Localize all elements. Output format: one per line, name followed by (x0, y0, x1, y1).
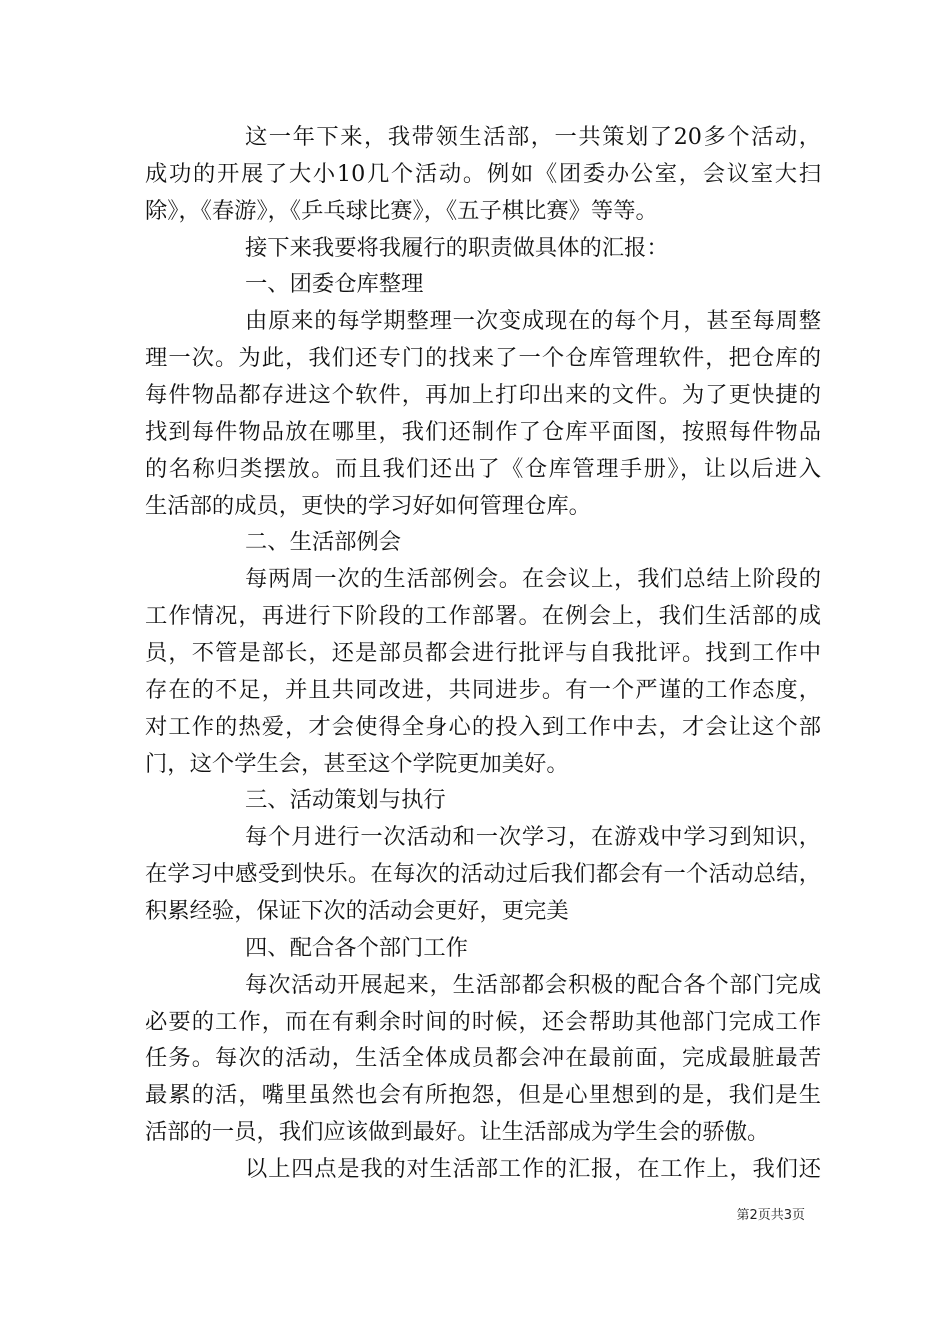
paragraph-line: 对工作的热爱，才会使得全身心的投入到工作中去，才会让这个部 (145, 713, 821, 740)
paragraph-line: 成功的开展了大小10几个活动。例如《团委办公室，会议室大扫 (145, 160, 821, 187)
paragraph-line: 由原来的每学期整理一次变成现在的每个月，甚至每周整 (245, 308, 821, 335)
paragraph-line: 在学习中感受到快乐。在每次的活动过后我们都会有一个活动总结， (145, 861, 821, 888)
paragraph-line: 必要的工作，而在有剩余时间的时候，还会帮助其他部门完成工作 (145, 1008, 821, 1035)
page-indicator: 第2页共3页 (736, 1208, 805, 1223)
paragraph-line: 找到每件物品放在哪里，我们还制作了仓库平面图，按照每件物品 (145, 418, 821, 445)
paragraph-line: 每件物品都存进这个软件，再加上打印出来的文件。为了更快捷的 (145, 382, 821, 409)
paragraph-line: 活部的一员，我们应该做到最好。让生活部成为学生会的骄傲。 (145, 1119, 770, 1146)
section-heading: 三、活动策划与执行 (245, 787, 446, 814)
paragraph-line: 员，不管是部长，还是部员都会进行批评与自我批评。找到工作中 (145, 640, 821, 667)
paragraph-line: 工作情况，再进行下阶段的工作部署。在例会上，我们生活部的成 (145, 603, 821, 630)
paragraph-line: 除》，《春游》，《乒乓球比赛》，《五子棋比赛》等等。 (145, 197, 658, 224)
paragraph-line: 门，这个学生会，甚至这个学院更加美好。 (145, 750, 569, 777)
paragraph-line: 接下来我要将我履行的职责做具体的汇报： (245, 234, 669, 261)
paragraph-line: 以上四点是我的对生活部工作的汇报，在工作上，我们还 (245, 1156, 821, 1183)
paragraph-line: 每次活动开展起来，生活部都会积极的配合各个部门完成 (245, 971, 821, 998)
paragraph-line: 存在的不足，并且共同改进，共同进步。有一个严谨的工作态度， (145, 676, 821, 703)
paragraph-line: 最累的活，嘴里虽然也会有所抱怨，但是心里想到的是，我们是生 (145, 1082, 821, 1109)
section-heading: 二、生活部例会 (245, 529, 402, 556)
section-heading: 四、配合各个部门工作 (245, 934, 468, 961)
paragraph-line: 任务。每次的活动，生活全体成员都会冲在最前面，完成最脏最苦 (145, 1045, 821, 1072)
paragraph-line: 生活部的成员，更快的学习好如何管理仓库。 (145, 492, 591, 519)
paragraph-line: 这一年下来，我带领生活部，一共策划了20多个活动， (245, 124, 821, 150)
paragraph-line: 理一次。为此，我们还专门的找来了一个仓库管理软件，把仓库的 (145, 345, 821, 372)
paragraph-line: 积累经验，保证下次的活动会更好，更完美 (145, 898, 569, 925)
paragraph-line: 每个月进行一次活动和一次学习，在游戏中学习到知识， (245, 824, 821, 851)
document-body (145, 119, 821, 1188)
section-heading: 一、团委仓库整理 (245, 271, 424, 298)
paragraph-line: 的名称归类摆放。而且我们还出了《仓库管理手册》，让以后进入 (145, 455, 821, 482)
paragraph-line: 每两周一次的生活部例会。在会议上，我们总结上阶段的 (245, 566, 821, 593)
